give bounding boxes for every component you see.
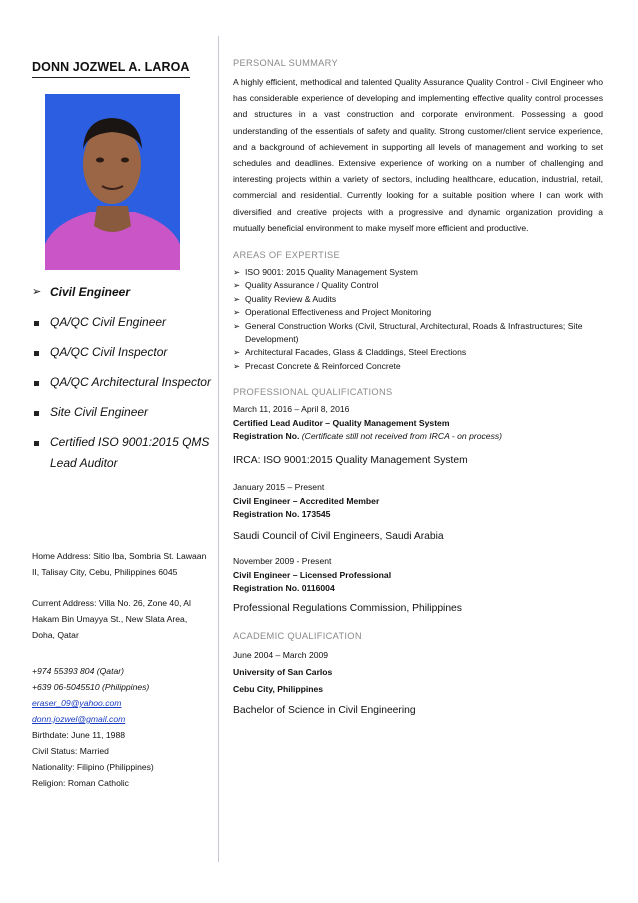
expertise-heading: AREAS OF EXPERTISE (233, 250, 341, 261)
title-item: QA/QC Civil Engineer (32, 312, 212, 333)
list-item: ➢ Precast Concrete & Reinforced Concrete (233, 360, 603, 373)
title-item: Certified ISO 9001:2015 QMS Lead Auditor (32, 432, 212, 474)
list-item: ➢ Architectural Facades, Glass & Claddings, Steel Erections (233, 346, 603, 359)
portrait-image (45, 94, 180, 270)
phone-qatar: +974 55393 804 (Qatar) (32, 666, 124, 676)
arrow-bullet-icon: ➢ (233, 320, 241, 331)
list-item: ➢ ISO 9001: 2015 Quality Management System (233, 266, 603, 279)
professional-heading: PROFESSIONAL QUALIFICATIONS (233, 387, 393, 398)
home-address: Home Address: Sitio Iba, Sombria St. Lawaan II, Talisay City, Cebu, Philippines 6045 (32, 551, 207, 577)
qualification-prc: November 2009 - Present Civil Engineer – Licensed Professional Registration No. 0116004 Professional Regulations Commission, Philippines (233, 556, 462, 614)
summary-text: A highly efficient, methodical and talented Quality Assurance Quality Control - Civil Engineer who has considerable experience of developing and implementing effective quality control processes and structures in a vast construction and corporate environment. Possessing a good understanding of the essentials of safety and quality. Strong customer/client service experience, and a background of achievement in supporting all levels of management and working to set schedules and deadlines. Extensive experience of working on a number of challenging and interesting projects within a variety of sectors, including healthcare, education, industrial, retail, commercial and residential. Currently looking for a suitable position where I can work with diversified and creative projects with a progressive and dynamic organization providing a mutually beneficial environment to make myself more efficient and productive. (233, 77, 603, 233)
arrow-bullet-icon: ➢ (233, 280, 241, 291)
nationality: Nationality: Filipino (Philippines) (32, 762, 154, 772)
arrow-bullet-icon: ➢ (233, 293, 241, 304)
arrow-bullet-icon: ➢ (233, 267, 241, 278)
list-item: ➢ General Construction Works (Civil, Structural, Architectural, Roads & Infrastructures; Site Development) (233, 320, 603, 347)
email-link-yahoo[interactable]: eraser_09@yahoo.com (32, 698, 122, 708)
arrow-bullet-icon: ➢ (233, 360, 241, 371)
academic-qualification: June 2004 – March 2009 University of San Carlos Cebu City, Philippines Bachelor of Science in Civil Engineering (233, 650, 416, 717)
title-item: QA/QC Civil Inspector (32, 342, 212, 363)
left-column (32, 58, 210, 78)
phone-philippines: +639 06-5045510 (Philippines) (32, 682, 150, 692)
square-bullet-icon (32, 432, 50, 453)
list-item: ➢ Operational Effectiveness and Project Monitoring (233, 306, 603, 319)
candidate-name: DONN JOZWEL A. LAROA (32, 60, 190, 78)
arrow-bullet-icon: ➢ (32, 286, 42, 298)
square-bullet-icon (32, 342, 50, 363)
square-bullet-icon (32, 402, 50, 423)
right-column (233, 58, 603, 719)
current-address: Current Address: Villa No. 26, Zone 40, Al Hakam Bin Umayya St., New Slata Area, Doha, Qatar (32, 598, 191, 640)
summary-heading: PERSONAL SUMMARY (233, 58, 339, 68)
expertise-list (233, 266, 603, 373)
arrow-bullet-icon: ➢ (233, 307, 241, 318)
religion: Religion: Roman Catholic (32, 778, 129, 788)
email-link-gmail[interactable]: donn.jozwel@gmail.com (32, 714, 126, 724)
qualification-saudi-council: January 2015 – Present Civil Engineer – Accredited Member Registration No. 173545 Saudi Council of Civil Engineers, Saudi Arabia (233, 482, 444, 542)
list-item: ➢ Quality Review & Audits (233, 293, 603, 306)
title-item: Site Civil Engineer (32, 402, 212, 423)
academic-heading: ACADEMIC QUALIFICATION (233, 631, 362, 642)
birthdate: Birthdate: June 11, 1988 (32, 730, 126, 740)
profile-photo (45, 94, 180, 270)
arrow-bullet-icon: ➢ (233, 347, 241, 358)
square-bullet-icon (32, 312, 50, 333)
column-divider (218, 36, 219, 862)
contact-info (32, 548, 212, 791)
title-item: ➢ Civil Engineer (32, 282, 212, 303)
square-bullet-icon (32, 372, 50, 393)
civil-status: Civil Status: Married (32, 746, 109, 756)
qualification-lead-auditor: March 11, 2016 – April 8, 2016 Certified Lead Auditor – Quality Management System Registration No. (Certificate still not received from IRCA - on process) IRCA: ISO 9001:2015 Quality Management System (233, 404, 503, 466)
title-item: QA/QC Architectural Inspector (32, 372, 212, 393)
list-item: ➢ Quality Assurance / Quality Control (233, 279, 603, 292)
job-titles-list (32, 282, 212, 483)
